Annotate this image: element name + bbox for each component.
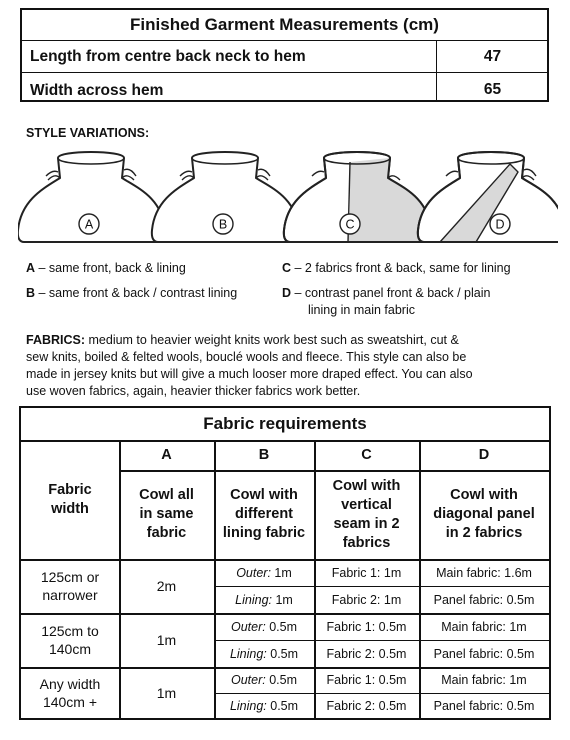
lining-value: 0.5m: [266, 698, 299, 713]
header-line: lining fabric: [222, 525, 306, 541]
cell-c2: Fabric 2: 0.5m: [326, 646, 407, 661]
cell-b-outer: [214, 559, 314, 586]
header-line: Cowl with: [230, 487, 298, 503]
width-line: 125cm or: [40, 569, 100, 585]
variation-letter: B: [26, 286, 36, 300]
header-line: diagonal panel: [433, 506, 535, 522]
column-letter-b: B: [258, 446, 270, 463]
fabrics-line: medium to heavier weight knits work best such as sweatshirt, cut &: [85, 333, 459, 347]
row-width-cell: [21, 559, 119, 613]
header-line: vertical: [341, 496, 392, 513]
cell-b-lining: [214, 640, 314, 667]
header-line: in same: [139, 506, 194, 522]
variation-text: – 2 fabrics front & back, same for lining: [291, 261, 511, 275]
header-line: width: [51, 500, 89, 517]
cell-d1: Main fabric: 1.6m: [436, 565, 532, 580]
fabrics-line: sew knits, boiled & felted wools, bouclé wools and fleece. This style can also be: [26, 350, 467, 364]
column-letter-a: A: [161, 446, 172, 463]
outer-value: 1m: [270, 565, 292, 580]
variation-letter: C: [282, 261, 292, 275]
header-line: different: [235, 506, 293, 522]
measurement-value: 47: [483, 48, 502, 65]
row-width-cell: [21, 613, 119, 667]
measurements-table: [20, 8, 549, 102]
badge-b: B: [218, 217, 228, 232]
requirements-title: Fabric requirements: [203, 414, 367, 433]
cell-c1: Fabric 1: 1m: [331, 565, 402, 580]
column-header-d: [419, 470, 549, 559]
outer-label: Outer:: [236, 565, 271, 580]
cell-c2: Fabric 2: 0.5m: [326, 698, 407, 713]
column-header-a: [119, 470, 214, 559]
variation-letter: A: [26, 261, 36, 275]
variation-letter: D: [282, 286, 292, 300]
width-line: 125cm to: [41, 623, 99, 639]
cell-a: 1m: [156, 632, 177, 648]
fabrics-line: made in jersey knits but will give a much looser more draped effect. You can also: [26, 367, 473, 381]
cell-a: 2m: [156, 578, 177, 594]
variation-text: – same front, back & lining: [35, 261, 186, 275]
cell-a: 1m: [156, 684, 177, 701]
column-header-b: [214, 470, 314, 559]
width-line: Any width: [39, 675, 101, 692]
variation-d-description: [282, 286, 490, 301]
fabrics-lead: FABRICS:: [26, 333, 86, 347]
fabric-width-header: [21, 440, 119, 559]
header-line: Cowl with: [332, 477, 401, 494]
cell-b-outer: [214, 667, 314, 693]
width-line: narrower: [42, 587, 98, 603]
style-variations-illustrations: [18, 148, 558, 250]
lining-label: Lining:: [229, 646, 267, 661]
measurement-row-length: [22, 40, 547, 73]
cowl-c-illustration: [284, 152, 431, 242]
variation-a-description: [26, 261, 186, 276]
outer-value: 0.5m: [265, 619, 297, 634]
lining-label: Lining:: [229, 698, 267, 713]
variation-text: – same front & back / contrast lining: [35, 286, 238, 300]
cell-d2: Panel fabric: 0.5m: [433, 646, 535, 661]
column-letter-d: D: [478, 446, 490, 463]
cowl-b-illustration: [152, 152, 299, 242]
header-line: Fabric: [48, 481, 92, 498]
header-line: fabrics: [342, 534, 391, 551]
variation-text: – contrast panel front & back / plain: [291, 286, 491, 300]
measurement-row-width: [22, 72, 547, 103]
variation-c-description: [282, 261, 511, 276]
column-divider: [436, 40, 437, 100]
cowl-d-illustration: [418, 152, 558, 242]
badge-d: D: [495, 217, 505, 232]
fabrics-paragraph: [26, 332, 556, 400]
cell-c1: Fabric 1: 0.5m: [326, 673, 407, 687]
cell-b-lining: [214, 586, 314, 613]
measurements-title: Finished Garment Measurements (cm): [130, 15, 439, 34]
width-line: 140cm: [48, 641, 92, 657]
outer-value: 0.5m: [265, 673, 297, 687]
header-line: fabric: [146, 525, 187, 541]
cell-b-outer: [214, 613, 314, 640]
lining-value: 1m: [272, 592, 293, 607]
variation-b-description: [26, 286, 237, 301]
outer-label: Outer:: [230, 619, 266, 634]
badge-c: C: [345, 217, 355, 232]
cell-c1: Fabric 1: 0.5m: [326, 619, 407, 634]
measurement-label: Length from centre back neck to hem: [30, 48, 306, 65]
width-line: 140cm +: [42, 693, 98, 710]
cell-d1: Main fabric: 1m: [441, 619, 527, 634]
cell-d1: Main fabric: 1m: [441, 673, 527, 687]
cell-d2: Panel fabric: 0.5m: [433, 698, 535, 713]
measurement-label: Width across hem: [30, 82, 164, 99]
cell-d2: Panel fabric: 0.5m: [433, 592, 535, 607]
header-line: seam in 2: [333, 515, 400, 532]
measurement-value: 65: [483, 81, 502, 98]
header-line: Cowl all: [139, 487, 194, 503]
style-variations-heading: STYLE VARIATIONS:: [26, 126, 150, 140]
outer-label: Outer:: [230, 673, 266, 687]
cell-c2: Fabric 2: 1m: [331, 592, 402, 607]
column-letter-c: C: [361, 446, 372, 463]
lining-label: Lining:: [235, 592, 272, 607]
header-line: Cowl with: [450, 487, 518, 503]
lining-value: 0.5m: [266, 646, 299, 661]
header-line: in 2 fabrics: [445, 525, 523, 541]
cowl-a-illustration: [18, 152, 165, 242]
fabric-requirements-table: [19, 406, 551, 720]
cell-b-lining: [214, 693, 314, 718]
fabrics-line: use woven fabrics, again, heavier thicker fabrics work better.: [26, 384, 361, 398]
variation-d-description-line2: lining in main fabric: [308, 303, 415, 317]
row-width-cell: [21, 667, 119, 718]
badge-a: A: [84, 217, 94, 232]
column-header-c: [314, 470, 419, 559]
